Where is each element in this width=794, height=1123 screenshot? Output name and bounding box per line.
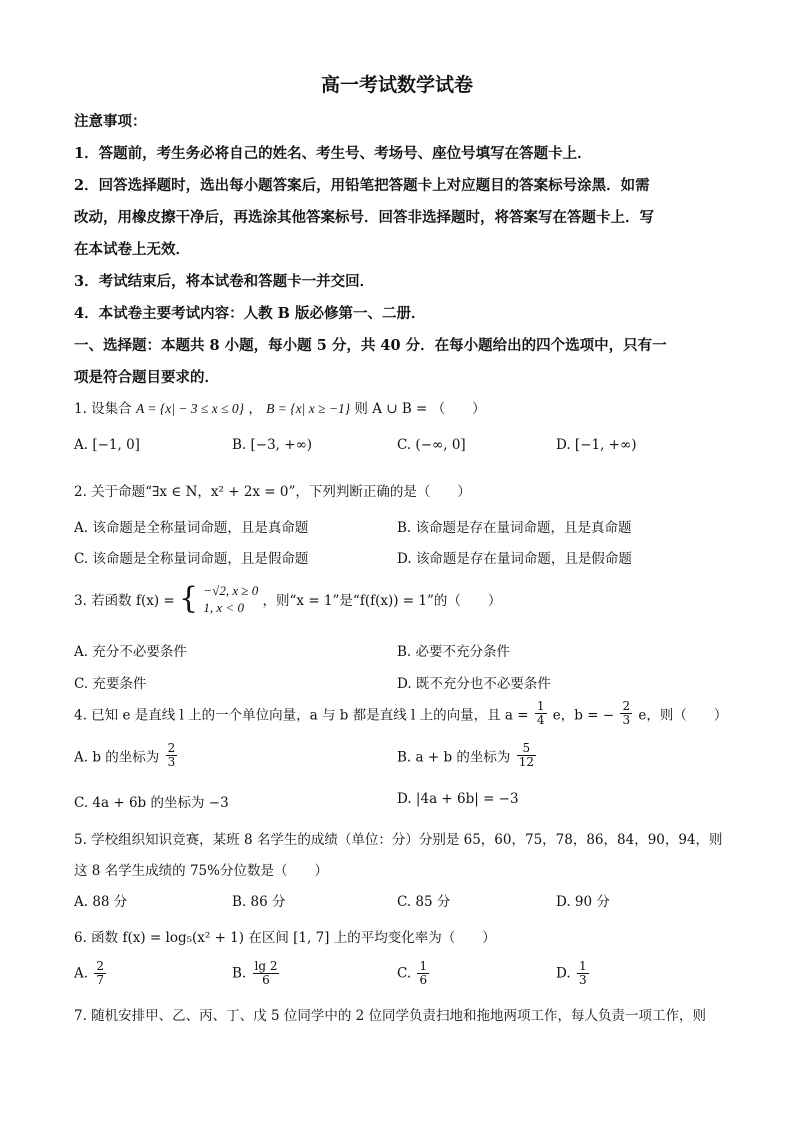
question-1-option-a: A. [−1, 0] (74, 437, 140, 453)
notice-item: 在本试卷上无效． (74, 241, 190, 258)
fraction: $\frac{2}{3}$ (167, 741, 176, 769)
question-5-option-d: D. 90 分 (556, 894, 610, 910)
section-heading-cont: 项是符合题目要求的． (74, 369, 219, 386)
notice-item: 2．回答选择题时，选出每小题答案后，用铅笔把答题卡上对应题目的答案标号涂黑．如需 (74, 177, 650, 194)
fraction: $\frac{5}{12}$ (518, 741, 534, 769)
question-2-option-d: D. 该命题是存在量词命题，且是假命题 (397, 551, 632, 567)
question-4-option-d: D. |4a + 6b| = −3 (397, 791, 519, 807)
question-3-option-b: B. 必要不充分条件 (397, 644, 511, 660)
question-7-stem: 7. 随机安排甲、乙、丙、丁、戊 5 位同学中的 2 位同学负责扫地和拖地两项工作，每人负责一项工作，则 (74, 1008, 707, 1024)
fraction: $\frac{\lg 2}{6}$ (254, 959, 278, 987)
question-1-option-c: C. (−∞, 0] (397, 437, 466, 453)
question-2-stem: 2. 关于命题“∃x ∈ N，x² + 2x = 0”，下列判断正确的是（ ） (74, 484, 471, 500)
question-2-option-c: C. 该命题是全称量词命题，且是假命题 (74, 551, 309, 567)
question-4-option-a: A. b 的坐标为 $\frac{2}{3}$ (74, 741, 176, 769)
notice-heading: 注意事项： (74, 113, 147, 130)
question-1-stem: 1. 设集合 A = {x| − 3 ≤ x ≤ 0} ， B = {x| x ≥ −1} 则 A ∪ B = （ ） (74, 401, 486, 417)
question-3-option-a: A. 充分不必要条件 (74, 644, 187, 660)
question-5-option-a: A. 88 分 (74, 894, 128, 910)
question-6-stem: 6. 函数 f(x) = log₅(x² + 1) 在区间 [1, 7] 上的平均变化率为（ ） (74, 930, 496, 946)
question-3-option-d: D. 既不充分也不必要条件 (397, 676, 551, 692)
question-5-stem-cont: 这 8 名学生成绩的 75%分位数是（ ） (74, 863, 328, 879)
question-6-option-d: D. $\frac{1}{3}$ (556, 959, 587, 987)
question-3-option-c: C. 充要条件 (74, 676, 147, 692)
notice-item: 1．答题前，考生务必将自己的姓名、考生号、考场号、座位号填写在答题卡上． (74, 145, 592, 162)
question-5-option-c: C. 85 分 (397, 894, 451, 910)
piecewise-cases: −√2, x ≥ 0 1, x < 0 (203, 583, 259, 615)
page-title: 高一考试数学试卷 (320, 74, 473, 96)
notice-item: 3．考试结束后，将本试卷和答题卡一并交回． (74, 273, 375, 290)
question-5-stem: 5. 学校组织知识竞赛，某班 8 名学生的成绩（单位：分）分别是 65，60，75，78，86，84，90，94，则 (74, 832, 723, 848)
question-1-option-d: D. [−1, +∞) (556, 437, 637, 453)
left-brace-icon: { (179, 581, 199, 616)
question-6-option-a: A. $\frac{2}{7}$ (74, 959, 104, 987)
notice-item: 改动，用橡皮擦干净后，再选涂其他答案标号．回答非选择题时，将答案写在答题卡上．写 (74, 209, 654, 226)
question-5-option-b: B. 86 分 (232, 894, 286, 910)
question-2-option-b: B. 该命题是存在量词命题，且是真命题 (397, 520, 632, 536)
fraction: $\frac{2}{3}$ (622, 699, 631, 727)
question-3-stem: 3. 若函数 f(x) = { −√2, x ≥ 0 1, x < 0 ，则“x = 1”是“f(f(x)) = 1”的（ ） (74, 581, 502, 616)
fraction: $\frac{1}{4}$ (536, 699, 545, 727)
question-6-option-b: B. $\frac{\lg 2}{6}$ (232, 959, 278, 987)
question-4-option-c: C. 4a + 6b 的坐标为 −3 (74, 795, 229, 811)
section-heading: 一、选择题：本题共 8 小题，每小题 5 分，共 40 分．在每小题给出的四个选项中，只有一 (74, 337, 667, 354)
question-4-option-b: B. a + b 的坐标为 $\frac{5}{12}$ (397, 741, 534, 769)
notice-item: 4．本试卷主要考试内容：人教 B 版必修第一、二册． (74, 305, 426, 322)
question-6-option-c: C. $\frac{1}{6}$ (397, 959, 428, 987)
question-2-option-a: A. 该命题是全称量词命题，且是真命题 (74, 520, 309, 536)
question-4-stem: 4. 已知 e 是直线 l 上的一个单位向量，a 与 b 都是直线 l 上的向量，且 a = $\frac{1}{4}$ e，b = − $\frac{2}{3}$ e，则（ ） (74, 699, 728, 727)
question-1-option-b: B. [−3, +∞) (232, 437, 313, 453)
fraction: $\frac{1}{6}$ (419, 959, 428, 987)
fraction: $\frac{1}{3}$ (578, 959, 587, 987)
fraction: $\frac{2}{7}$ (96, 959, 104, 987)
